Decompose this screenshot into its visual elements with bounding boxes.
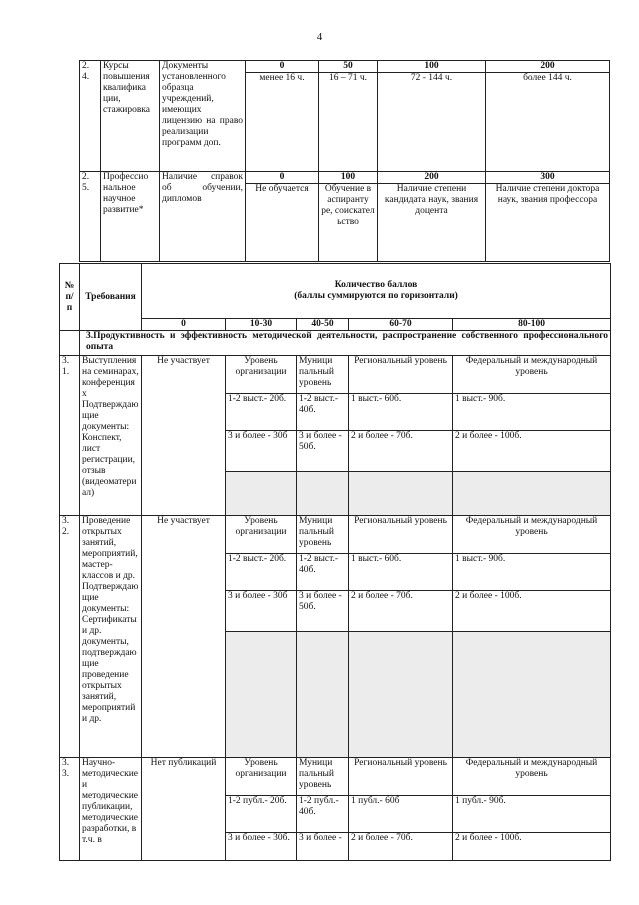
criterion-name: Научно-методические и методические публикации, методические разработки, в т.ч. в	[80, 758, 142, 861]
empty-cell	[349, 632, 453, 758]
table-header-row	[60, 264, 611, 319]
criterion-name: Выступления на семинарах, конференция х Подтверждаю щие документы: Конспект, лист регистрации, отзыв (видеоматери ал)	[80, 356, 142, 516]
row-number: 2. 4.	[80, 61, 101, 172]
row-number: 3. 2.	[60, 516, 80, 758]
level-label: Муници пальный уровень	[297, 758, 349, 796]
header-requirements: Требования	[80, 264, 142, 331]
level-label: Уровень организации	[226, 516, 297, 554]
empty-cell	[297, 472, 349, 516]
empty-cell	[453, 472, 611, 516]
tier-cell: 2 и более - 70б.	[349, 833, 453, 861]
criteria-cell: 72 - 144 ч.	[378, 73, 486, 172]
row-number: 3. 3.	[60, 758, 80, 861]
tier-cell: 3 и более - 30б.	[226, 833, 297, 861]
criterion-name: Курсы повышения квалифика ции, стажировка	[101, 61, 160, 172]
level-label: Уровень организации	[226, 356, 297, 394]
scale-cell: 10-30	[226, 319, 297, 331]
criterion-docs: Документы установленного образца учреждений, имеющих лицензию на право реализации программ доп.	[160, 61, 246, 172]
criteria-cell: Не обучается	[246, 184, 319, 262]
points-cell: 200	[378, 172, 486, 184]
points-cell: 200	[486, 61, 610, 73]
criteria-cell: Наличие степени кандидата наук, звания доцента	[378, 184, 486, 262]
points-cell: 100	[319, 172, 378, 184]
points-cell: 100	[378, 61, 486, 73]
tier-cell: 3 и более - 30б	[226, 591, 297, 632]
empty-cell	[226, 472, 297, 516]
table-row	[60, 516, 611, 554]
tier-cell: 2 и более - 100б.	[453, 431, 611, 472]
empty-cell	[453, 632, 611, 758]
header-points-title: Количество баллов	[334, 280, 418, 290]
tier-cell: 1-2 выст.- 40б.	[297, 394, 349, 431]
scale-cell: 80-100	[453, 319, 611, 331]
tier-cell: 1 публ.- 60б	[349, 796, 453, 833]
level-label: Федеральный и международный уровень	[453, 758, 611, 796]
zero-points-cell: Не участвует	[142, 356, 226, 516]
tier-cell: 1-2 публ.- 20б.	[226, 796, 297, 833]
tier-cell: 3 и более - 30б	[226, 431, 297, 472]
level-label: Региональный уровень	[349, 516, 453, 554]
level-label: Региональный уровень	[349, 758, 453, 796]
level-label: Федеральный и международный уровень	[453, 356, 611, 394]
tier-cell: 2 и более - 100б.	[453, 591, 611, 632]
scale-cell: 60-70	[349, 319, 453, 331]
criterion-docs: Наличие справок об обучении, дипломов	[160, 172, 246, 262]
header-number: № п/ п	[60, 264, 80, 331]
points-cell: 0	[246, 172, 319, 184]
tier-cell: 1 выст.- 60б.	[349, 394, 453, 431]
tier-cell: 3 и более - 50б.	[297, 591, 349, 632]
points-cell: 300	[486, 172, 610, 184]
tier-cell: 1 выст.- 90б.	[453, 554, 611, 591]
tier-cell: 1 публ.- 90б.	[453, 796, 611, 833]
level-label: Муници пальный уровень	[297, 516, 349, 554]
scale-row	[60, 319, 611, 331]
points-cell: 50	[319, 61, 378, 73]
header-points	[142, 264, 611, 319]
tier-cell: 3 и более - 50б.	[297, 431, 349, 472]
tier-cell: 1-2 выст.- 40б.	[297, 554, 349, 591]
row-number: 2. 5.	[80, 172, 101, 262]
section-title: 3.Продуктивность и эффективность методической деятельности, распространение собственного профессионального опыта	[80, 331, 611, 356]
criteria-cell: 16 – 71 ч.	[319, 73, 378, 172]
level-label: Муници пальный уровень	[297, 356, 349, 394]
level-label: Федеральный и международный уровень	[453, 516, 611, 554]
zero-points-cell: Нет публикаций	[142, 758, 226, 861]
empty-cell	[349, 472, 453, 516]
tier-cell: 1-2 выст.- 20б.	[226, 394, 297, 431]
points-cell: 0	[246, 61, 319, 73]
scale-cell: 0	[142, 319, 226, 331]
table-row	[60, 758, 611, 796]
criteria-cell: менее 16 ч.	[246, 73, 319, 172]
tier-cell: 3 и более -	[297, 833, 349, 861]
tier-cell: 1 выст.- 60б.	[349, 554, 453, 591]
zero-points-cell: Не участвует	[142, 516, 226, 758]
criteria-cell: Наличие степени доктора наук, звания профессора	[486, 184, 610, 262]
main-table	[59, 263, 611, 861]
criteria-cell: Обучение в аспиранту ре, соискател ьство	[319, 184, 378, 262]
tier-cell: 1-2 выст.- 20б.	[226, 554, 297, 591]
level-label: Региональный уровень	[349, 356, 453, 394]
table-row	[80, 61, 610, 73]
page-number: 4	[316, 31, 323, 43]
tier-cell: 1-2 публ.- 40б.	[297, 796, 349, 833]
criterion-name: Проведение открытых занятий, мероприятий, мастер-классов и др. Подтверждаю щие документы: Сертификаты и др. документы, подтверждаю щие проведение открытых занятий, мероприятий и др.	[80, 516, 142, 758]
tier-cell: 1 выст.- 90б.	[453, 394, 611, 431]
header-points-subtitle: (баллы суммируются по горизонтали)	[294, 291, 458, 301]
tier-cell: 2 и более - 70б.	[349, 431, 453, 472]
tier-cell: 2 и более - 70б.	[349, 591, 453, 632]
table-row	[80, 172, 610, 184]
table-row	[60, 356, 611, 394]
row-number: 3. 1.	[60, 356, 80, 516]
criterion-name: Профессио нальное научное развитие*	[101, 172, 160, 262]
top-table	[79, 60, 610, 262]
level-label: Уровень организации	[226, 758, 297, 796]
scale-cell: 40-50	[297, 319, 349, 331]
empty-cell	[226, 632, 297, 758]
tier-cell: 2 и более - 100б.	[453, 833, 611, 861]
section-title-row	[60, 331, 611, 356]
criteria-cell: более 144 ч.	[486, 73, 610, 172]
empty-cell	[297, 632, 349, 758]
